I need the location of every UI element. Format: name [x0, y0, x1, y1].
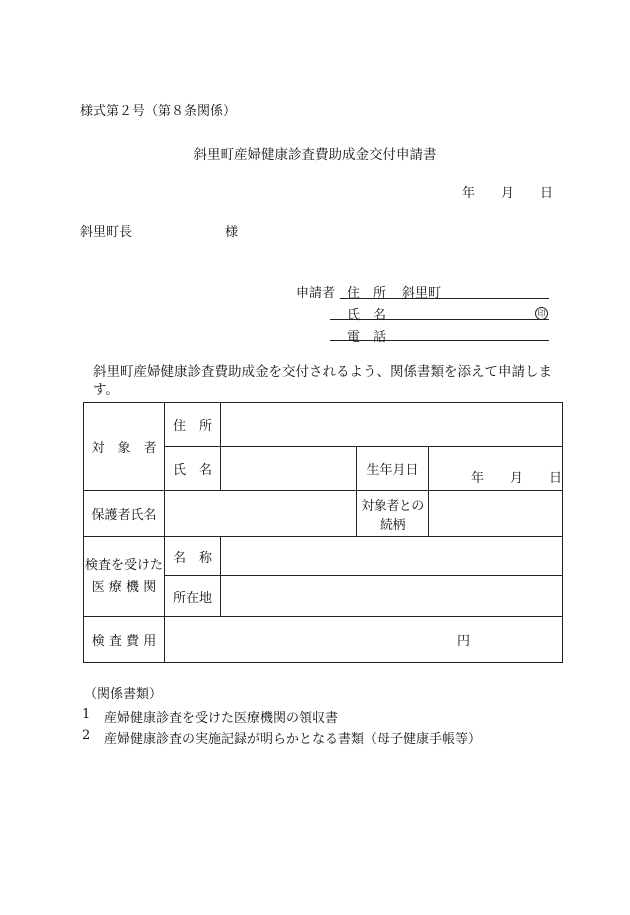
request-statement: 斜里町産婦健康診査費助成金を交付されるよう、関係書類を添えて申請します。 [93, 364, 552, 398]
seal-icon: 印 [535, 307, 548, 320]
relation-label: 対象者との続柄 [357, 491, 429, 537]
guardian-field[interactable] [165, 491, 357, 537]
name-underline [330, 319, 549, 320]
institution-label-line1: 検査を受けた [84, 557, 163, 573]
name-label: 氏 名 [165, 447, 221, 491]
document-item-2: 産婦健康診査の実施記録が明らかとなる書類（母子健康手帳等） [104, 732, 482, 747]
documents-heading: （関係書類） [84, 687, 163, 702]
seal-mark-wrapper [535, 305, 548, 320]
relation-field[interactable] [429, 491, 563, 537]
addressee: 斜里町長 [80, 225, 133, 240]
applicant-phone-label: 電 話 [347, 330, 387, 345]
date-line: 年 月 日 [462, 186, 554, 201]
document-item-2-num: 2 [82, 728, 91, 743]
institution-label [84, 537, 165, 617]
inst-name-field[interactable] [221, 537, 563, 576]
application-table [83, 402, 563, 663]
document-item-1: 産婦健康診査を受けた医療機関の領収書 [104, 711, 339, 726]
name-field[interactable] [221, 447, 357, 491]
inst-location-label: 所在地 [165, 576, 221, 617]
form-number: 様式第２号（第８条関係） [80, 104, 237, 119]
applicant-label: 申請者 [296, 286, 336, 301]
cost-field[interactable]: 円 [165, 617, 563, 663]
birthdate-field[interactable]: 年 月 日 [429, 447, 563, 491]
applicant-address-label: 住 所 [347, 286, 387, 301]
honorific: 様 [225, 225, 239, 240]
address-label: 住 所 [165, 403, 221, 447]
institution-label-line2: 医 療 機 関 [91, 579, 157, 595]
applicant-address-value: 斜里町 [402, 286, 442, 301]
inst-name-label: 名 称 [165, 537, 221, 576]
phone-underline [330, 340, 549, 341]
document-item-1-num: 1 [82, 707, 91, 722]
guardian-label: 保護者氏名 [84, 491, 165, 537]
address-field[interactable] [221, 403, 563, 447]
birthdate-label: 生年月日 [357, 447, 429, 491]
cost-label: 検 査 費 用 [84, 617, 165, 663]
address-underline [340, 298, 549, 299]
inst-location-field[interactable] [221, 576, 563, 617]
applicant-name-label: 氏 名 [347, 308, 387, 323]
subject-label: 対 象 者 [84, 403, 165, 491]
document-title: 斜里町産婦健康診査費助成金交付申請書 [193, 147, 437, 163]
